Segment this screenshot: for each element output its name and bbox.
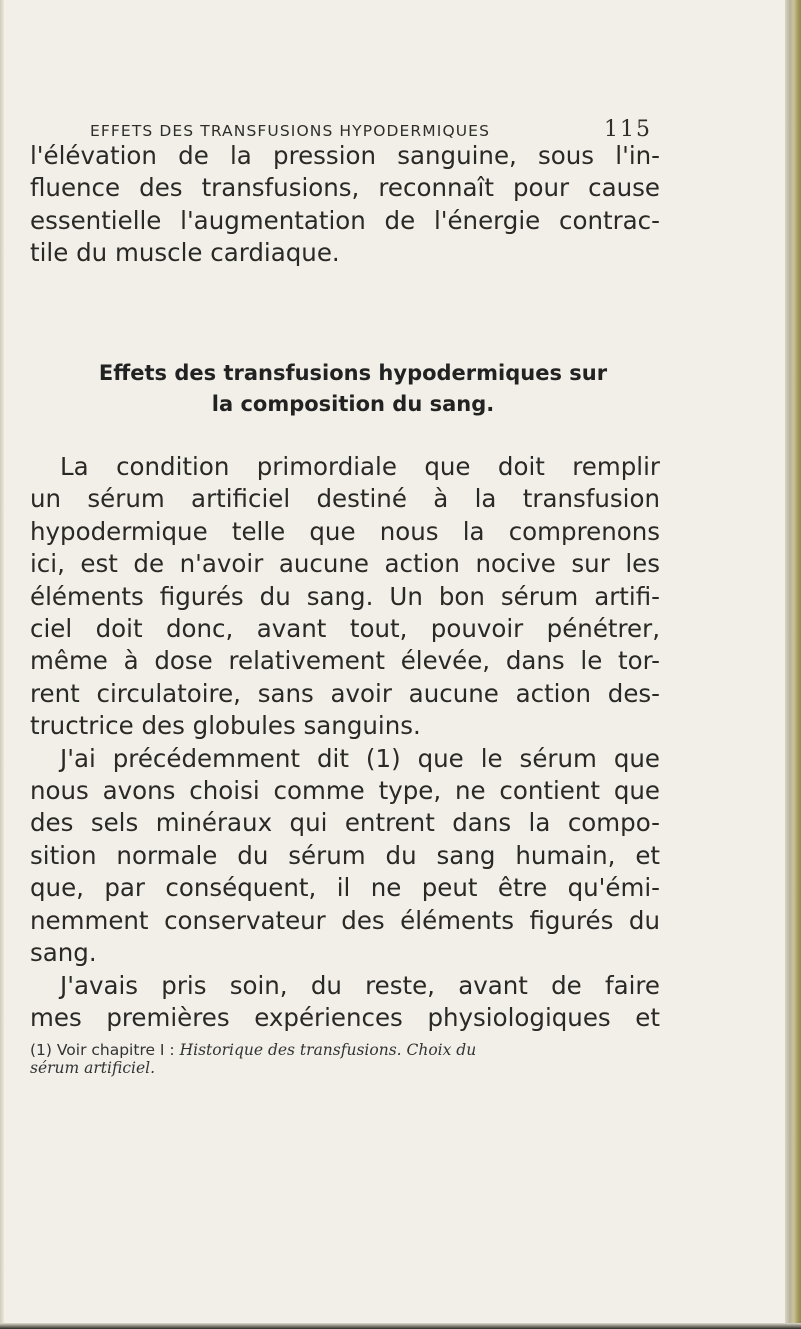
text-line: sang.	[30, 938, 97, 968]
running-head: EFFETS DES TRANSFUSIONS HYPODERMIQUES	[90, 122, 491, 140]
text-line: ici, est de n'avoir aucune action nocive sur les	[30, 549, 660, 579]
text-line: nous avons choisi comme type, ne contient que	[30, 776, 660, 806]
text-line: un sérum artificiel destiné à la transfusion	[30, 484, 660, 514]
paragraph-2	[30, 451, 660, 743]
footnote-source-title-continued: sérum artificiel.	[30, 1059, 156, 1077]
text-line: hypodermique telle que nous la comprenons	[30, 516, 660, 546]
page-bottom-edge	[0, 1323, 801, 1329]
footnote-lead: (1) Voir chapitre I :	[30, 1041, 180, 1059]
text-line: tile du muscle cardiaque.	[30, 238, 340, 268]
text-line: essentielle l'augmentation de l'énergie contrac-	[30, 205, 660, 235]
text-line: tructrice des globules sanguins.	[30, 711, 421, 741]
text-line: l'élévation de la pression sanguine, sous l'in-	[30, 141, 660, 170]
text-line: mes premières expériences physiologiques et	[30, 1002, 660, 1032]
paragraph-1	[30, 140, 660, 270]
text-line: nemment conservateur des éléments figurés du	[30, 905, 660, 935]
text-line: des sels minéraux qui entrent dans la compo-	[30, 808, 660, 838]
text-line: sition normale du sérum du sang humain, et	[30, 840, 660, 870]
binding-edge	[785, 0, 801, 1329]
footnote	[30, 1041, 660, 1077]
paragraph-3	[30, 743, 660, 970]
text-line: fluence des transfusions, reconnaît pour cause	[30, 173, 660, 203]
text-line: J'ai précédemment dit (1) que le sérum que	[60, 743, 660, 773]
heading-line: la composition du sang.	[211, 392, 495, 416]
body-text-block	[30, 451, 660, 1034]
text-line: La condition primordiale que doit remplir	[60, 452, 660, 481]
footnote-line	[30, 1041, 660, 1059]
page-left-edge	[0, 0, 4, 1329]
text-line: ciel doit donc, avant tout, pouvoir pénétrer,	[30, 614, 660, 644]
paragraph-4	[30, 970, 660, 1035]
text-line: éléments figurés du sang. Un bon sérum artifi-	[30, 581, 660, 611]
footnote-source-title: Historique des transfusions. Choix du	[179, 1041, 477, 1059]
text-line: même à dose relativement élevée, dans le tor-	[30, 646, 660, 676]
text-line: J'avais pris soin, du reste, avant de faire	[60, 970, 660, 1000]
heading-line: Effets des transfusions hypodermiques sur	[98, 361, 608, 385]
page-number: 115	[604, 117, 652, 142]
text-line: rent circulatoire, sans avoir aucune action des-	[30, 678, 660, 708]
section-heading	[58, 358, 648, 420]
text-line: que, par conséquent, il ne peut être qu'émi-	[30, 873, 660, 903]
